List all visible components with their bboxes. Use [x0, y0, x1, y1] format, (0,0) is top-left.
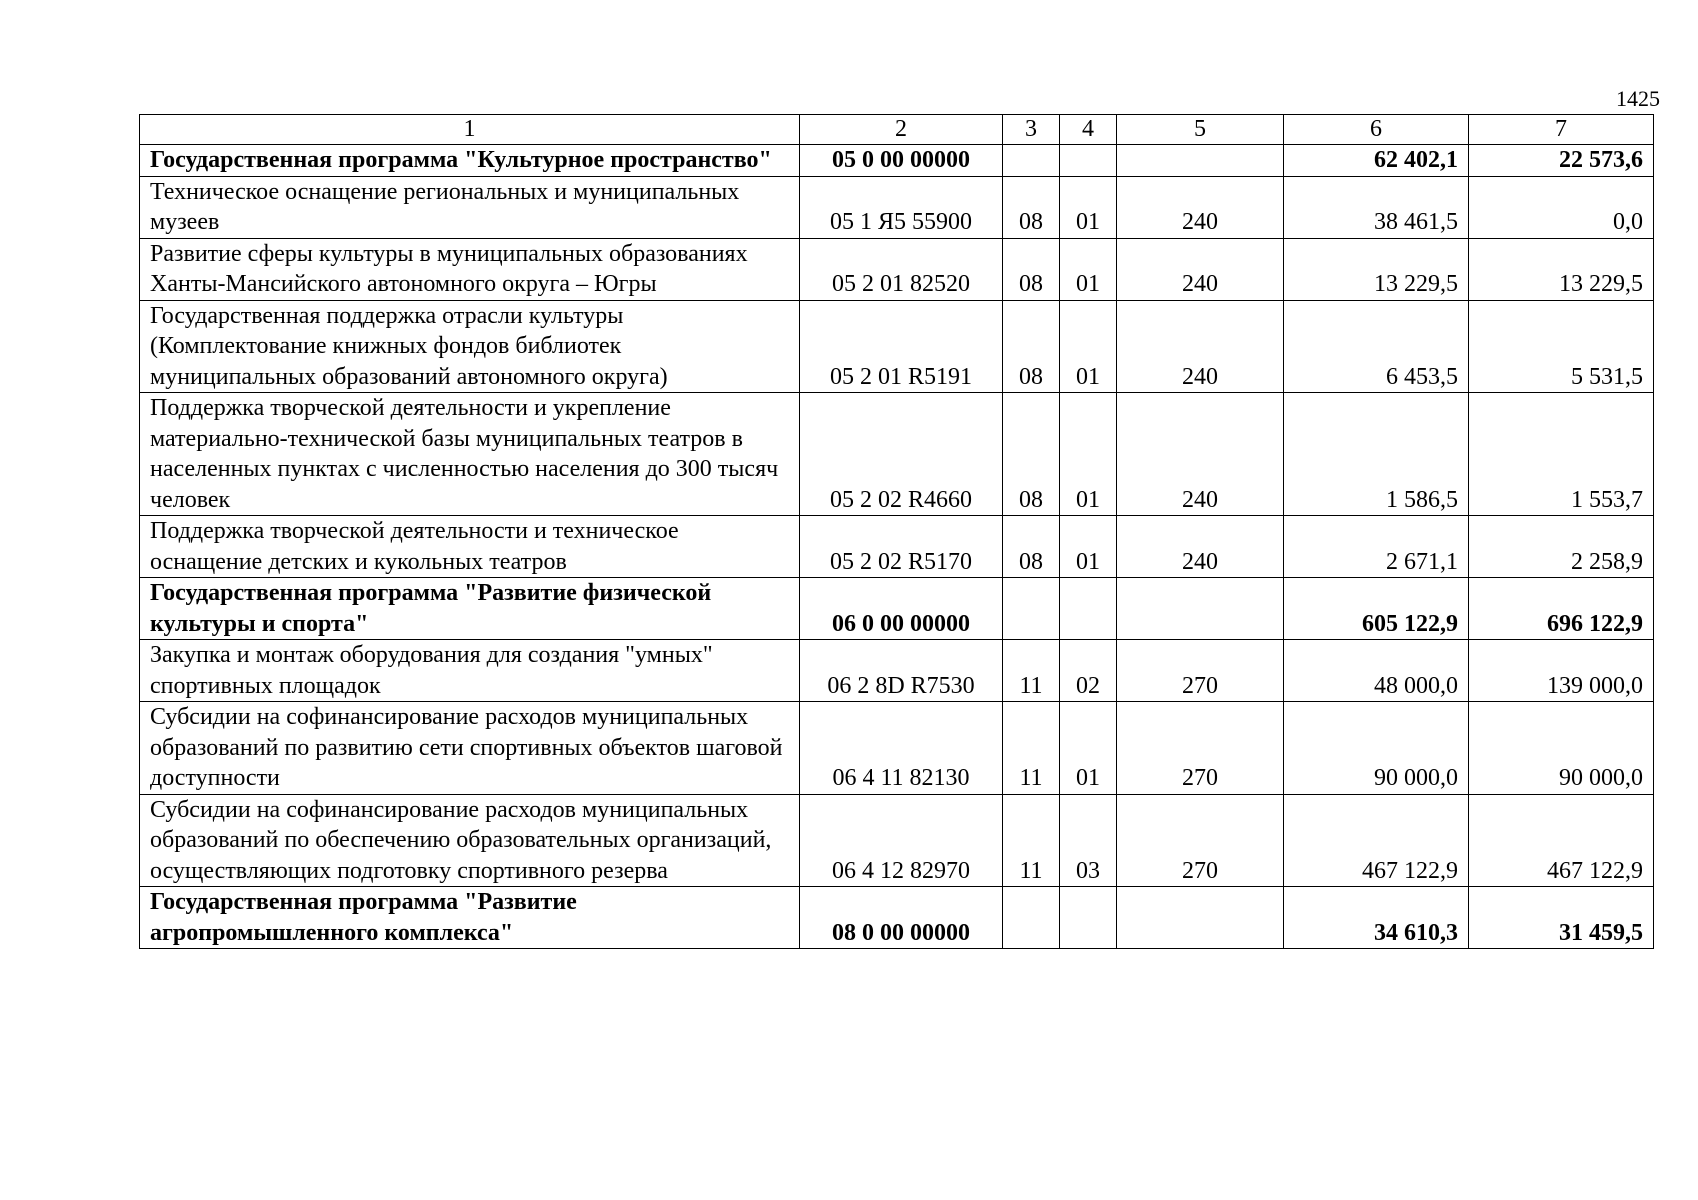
row-amount-6-cell: 38 461,5	[1284, 176, 1469, 238]
row-code-cell: 05 2 01 R5191	[800, 300, 1003, 393]
row-section-cell	[1003, 887, 1060, 949]
row-subsection-cell	[1060, 578, 1117, 640]
row-code-cell: 05 0 00 00000	[800, 145, 1003, 177]
row-name-cell: Государственная программа "Развитие физической культуры и спорта"	[140, 578, 800, 640]
row-expense-type-cell	[1117, 578, 1284, 640]
row-name-cell: Поддержка творческой деятельности и укрепление материально-технической базы муниципальных театров в населенных пунктах с численностью населения до 300 тысяч человек	[140, 393, 800, 516]
row-section-cell: 11	[1003, 640, 1060, 702]
row-amount-7-cell: 31 459,5	[1469, 887, 1654, 949]
row-code-cell: 06 2 8D R7530	[800, 640, 1003, 702]
row-code-cell: 05 2 01 82520	[800, 238, 1003, 300]
table-row	[140, 300, 1654, 393]
row-expense-type-cell: 240	[1117, 516, 1284, 578]
row-amount-7-cell: 467 122,9	[1469, 794, 1654, 887]
row-name-cell: Государственная поддержка отрасли культуры (Комплектование книжных фондов библиотек муниципальных образований автономного округа)	[140, 300, 800, 393]
row-code-cell: 06 0 00 00000	[800, 578, 1003, 640]
row-amount-7-cell: 2 258,9	[1469, 516, 1654, 578]
row-code-cell: 06 4 12 82970	[800, 794, 1003, 887]
row-amount-6-cell: 467 122,9	[1284, 794, 1469, 887]
row-section-cell: 08	[1003, 393, 1060, 516]
row-amount-6-cell: 62 402,1	[1284, 145, 1469, 177]
row-expense-type-cell: 270	[1117, 702, 1284, 795]
row-amount-7-cell: 1 553,7	[1469, 393, 1654, 516]
row-name-cell: Субсидии на софинансирование расходов муниципальных образований по обеспечению образовательных организаций, осуществляющих подготовку спортивного резерва	[140, 794, 800, 887]
row-code-cell: 05 2 02 R4660	[800, 393, 1003, 516]
row-section-cell	[1003, 145, 1060, 177]
header-cell: 6	[1284, 115, 1469, 145]
header-cell: 5	[1117, 115, 1284, 145]
header-cell: 1	[140, 115, 800, 145]
row-amount-6-cell: 2 671,1	[1284, 516, 1469, 578]
program-total-row	[140, 887, 1654, 949]
row-subsection-cell	[1060, 887, 1117, 949]
row-section-cell: 08	[1003, 238, 1060, 300]
row-expense-type-cell: 240	[1117, 300, 1284, 393]
row-amount-6-cell: 13 229,5	[1284, 238, 1469, 300]
row-amount-7-cell: 22 573,6	[1469, 145, 1654, 177]
row-amount-7-cell: 90 000,0	[1469, 702, 1654, 795]
header-cell: 2	[800, 115, 1003, 145]
program-total-row	[140, 578, 1654, 640]
row-subsection-cell: 01	[1060, 176, 1117, 238]
row-code-cell: 05 1 Я5 55900	[800, 176, 1003, 238]
row-amount-7-cell: 696 122,9	[1469, 578, 1654, 640]
header-cell: 4	[1060, 115, 1117, 145]
row-section-cell: 08	[1003, 300, 1060, 393]
budget-table	[139, 114, 1654, 949]
row-name-cell: Субсидии на софинансирование расходов муниципальных образований по развитию сети спортивных объектов шаговой доступности	[140, 702, 800, 795]
row-name-cell: Государственная программа "Развитие агропромышленного комплекса"	[140, 887, 800, 949]
row-amount-7-cell: 0,0	[1469, 176, 1654, 238]
row-expense-type-cell: 240	[1117, 393, 1284, 516]
row-amount-6-cell: 6 453,5	[1284, 300, 1469, 393]
table-row	[140, 640, 1654, 702]
row-subsection-cell: 01	[1060, 516, 1117, 578]
row-amount-7-cell: 139 000,0	[1469, 640, 1654, 702]
table-row	[140, 238, 1654, 300]
row-expense-type-cell: 270	[1117, 794, 1284, 887]
header-cell: 7	[1469, 115, 1654, 145]
row-subsection-cell: 02	[1060, 640, 1117, 702]
row-amount-6-cell: 48 000,0	[1284, 640, 1469, 702]
table-header-row	[140, 115, 1654, 145]
row-name-cell: Развитие сферы культуры в муниципальных образованиях Ханты-Мансийского автономного округа – Югры	[140, 238, 800, 300]
row-name-cell: Закупка и монтаж оборудования для создания "умных" спортивных площадок	[140, 640, 800, 702]
row-section-cell: 11	[1003, 794, 1060, 887]
row-expense-type-cell: 270	[1117, 640, 1284, 702]
row-code-cell: 08 0 00 00000	[800, 887, 1003, 949]
row-subsection-cell	[1060, 145, 1117, 177]
page-number: 1425	[1616, 86, 1660, 111]
row-section-cell: 11	[1003, 702, 1060, 795]
row-subsection-cell: 01	[1060, 393, 1117, 516]
header-cell: 3	[1003, 115, 1060, 145]
row-expense-type-cell	[1117, 887, 1284, 949]
program-total-row	[140, 145, 1654, 177]
table-row	[140, 516, 1654, 578]
row-subsection-cell: 01	[1060, 702, 1117, 795]
row-amount-6-cell: 605 122,9	[1284, 578, 1469, 640]
row-subsection-cell: 01	[1060, 300, 1117, 393]
table-row	[140, 794, 1654, 887]
row-code-cell: 05 2 02 R5170	[800, 516, 1003, 578]
row-amount-6-cell: 90 000,0	[1284, 702, 1469, 795]
row-expense-type-cell: 240	[1117, 238, 1284, 300]
row-section-cell: 08	[1003, 516, 1060, 578]
row-amount-7-cell: 13 229,5	[1469, 238, 1654, 300]
row-expense-type-cell	[1117, 145, 1284, 177]
row-name-cell: Техническое оснащение региональных и муниципальных музеев	[140, 176, 800, 238]
row-section-cell	[1003, 578, 1060, 640]
table-row	[140, 393, 1654, 516]
row-amount-6-cell: 1 586,5	[1284, 393, 1469, 516]
row-subsection-cell: 03	[1060, 794, 1117, 887]
row-code-cell: 06 4 11 82130	[800, 702, 1003, 795]
row-amount-7-cell: 5 531,5	[1469, 300, 1654, 393]
row-amount-6-cell: 34 610,3	[1284, 887, 1469, 949]
row-name-cell: Поддержка творческой деятельности и техническое оснащение детских и кукольных театров	[140, 516, 800, 578]
row-subsection-cell: 01	[1060, 238, 1117, 300]
row-name-cell: Государственная программа "Культурное пространство"	[140, 145, 800, 177]
table-row	[140, 702, 1654, 795]
row-section-cell: 08	[1003, 176, 1060, 238]
table-row	[140, 176, 1654, 238]
row-expense-type-cell: 240	[1117, 176, 1284, 238]
